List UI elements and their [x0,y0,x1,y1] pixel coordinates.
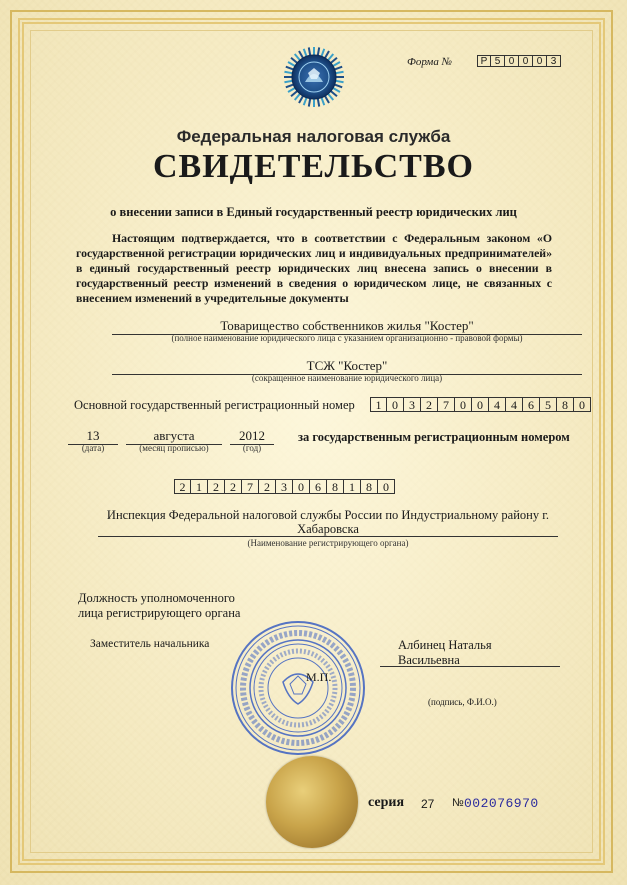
grn-digit: 1 [191,479,208,494]
authority-underline [98,536,558,537]
ogrn-digit: 4 [489,397,506,412]
position-label [78,591,248,621]
entity-short-name: ТСЖ "Костер" [112,358,582,375]
ogrn-digit: 2 [421,397,438,412]
ogrn-digit: 0 [574,397,591,412]
ogrn-digit: 6 [523,397,540,412]
form-code-cell: 5 [491,55,505,67]
document-title: СВИДЕТЕЛЬСТВО [153,148,474,185]
ogrn-boxes [370,397,591,412]
series-value: 27 [421,797,435,811]
month-caption: (месяц прописью) [139,443,209,453]
blank-number: 002076970 [464,796,539,811]
registration-year: 2012 [230,428,274,445]
signer-name-text: Албинец Наталья Васильевна [398,638,492,667]
signer-position: Заместитель начальника [90,638,210,650]
ogrn-digit: 7 [438,397,455,412]
day-caption: (дата) [81,443,105,453]
grn-digit: 8 [327,479,344,494]
grn-digit: 6 [310,479,327,494]
grn-digit: 2 [174,479,191,494]
authority-caption: (Наименование регистрирующего органа) [247,538,409,548]
form-code-cell: 0 [519,55,533,67]
stamp-place-mark: М.П. [306,670,332,684]
signature-caption: (подпись, Ф.И.О.) [428,697,497,707]
ogrn-digit: 3 [404,397,421,412]
form-code-cell: 0 [533,55,547,67]
grn-digit: 0 [293,479,310,494]
series-label: серия [368,795,405,810]
grn-digit: 2 [225,479,242,494]
ogrn-digit: 5 [540,397,557,412]
certificate-body-text [76,231,552,306]
grn-digit: 1 [344,479,361,494]
signer-name [398,638,508,668]
ogrn-digit: 1 [370,397,387,412]
body-paragraph: Настоящим подтверждается, что в соответствии с Федеральным законом «О государственной регистрации юридических лиц и индивидуальных предпринимателей» в единый государственный реестр юридических лиц внесена запись о внесении в государственный реестр изменений в сведения о юридическом лице, не связанных с внесением изменений в учредительные документы [76,231,552,305]
grn-digit: 7 [242,479,259,494]
grn-digit: 2 [259,479,276,494]
ogrn-digit: 0 [455,397,472,412]
registration-month: августа [126,428,222,445]
ogrn-digit: 8 [557,397,574,412]
ogrn-label: Основной государственный регистрационный номер [74,398,355,412]
form-number-boxes [477,55,561,67]
entity-short-name-caption: (сокращенное наименование юридического лица) [251,373,443,383]
official-seal-icon [228,618,368,758]
form-code-cell: Р [477,55,491,67]
form-code-cell: 3 [547,55,561,67]
hologram-sticker-icon [266,756,358,848]
signature-line [380,666,560,667]
entity-full-name-caption: (полное наименование юридического лица с указанием организационно - правовой формы) [171,333,523,343]
fns-emblem-icon [283,46,345,108]
grn-digit: 2 [208,479,225,494]
grn-boxes [174,479,395,494]
ogrn-digit: 0 [472,397,489,412]
ogrn-digit: 4 [506,397,523,412]
ogrn-digit: 0 [387,397,404,412]
registering-authority: Инспекция Федеральной налоговой службы России по Индустриальному району г. Хабаровска [106,508,550,536]
position-label-text: Должность уполномоченного лица регистрирующего органа [78,591,241,620]
grn-label: за государственным регистрационным номером [298,430,570,444]
issuing-organization: Федеральная налоговая служба [176,127,451,146]
form-number-label: Форма № [407,56,452,68]
form-code-cell: 0 [505,55,519,67]
number-prefix: № [452,797,464,809]
entity-full-name: Товарищество собственников жилья "Костер" [112,318,582,335]
grn-digit: 8 [361,479,378,494]
document-subtitle: о внесении записи в Единый государственный реестр юридических лиц [110,205,517,219]
grn-digit: 3 [276,479,293,494]
registration-day: 13 [68,428,118,445]
year-caption: (год) [242,443,262,453]
grn-digit: 0 [378,479,395,494]
